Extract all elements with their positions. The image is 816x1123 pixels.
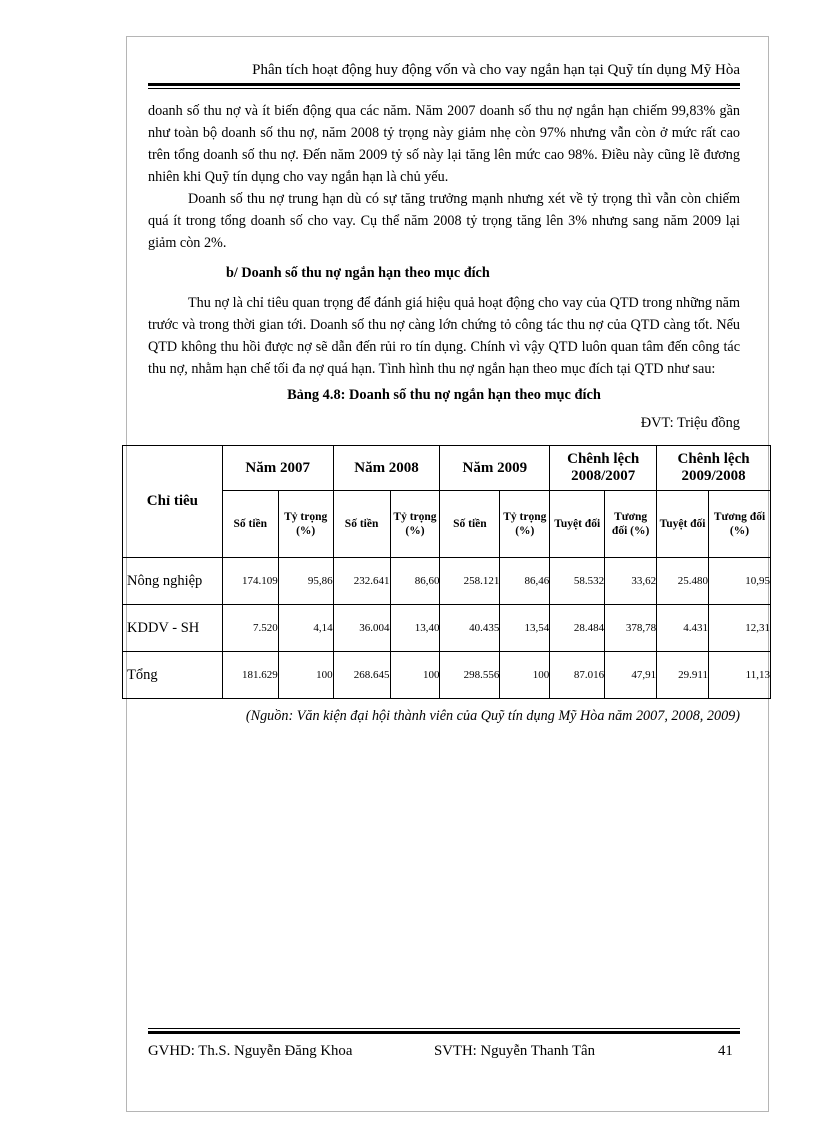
cell: 268.645 [333,652,390,699]
cell: 47,91 [605,652,657,699]
cell: 4,14 [278,605,333,652]
sub-header: Tuyệt đối [657,491,709,558]
cell: 12,31 [709,605,771,652]
table-header-row [123,446,771,491]
table-title: Bảng 4.8: Doanh số thu nợ ngắn hạn theo mục đích [287,387,601,403]
cell: 378,78 [605,605,657,652]
cell: 100 [390,652,440,699]
table-unit: ĐVT: Triệu đồng [640,415,740,431]
cell: 4.431 [657,605,709,652]
sub-header: Tương đối (%) [605,491,657,558]
group-header: Chênh lệch 2009/2008 [657,446,771,491]
data-table [122,445,771,699]
cell: 100 [278,652,333,699]
footer-advisor: GVHD: Th.S. Nguyễn Đăng Khoa [148,1043,353,1059]
paragraph-2: Doanh số thu nợ trung hạn dù có sự tăng trưởng mạnh nhưng xét về tỷ trọng thì vẫn còn chiếm quá ít trong tổng doanh số cho vay. Cụ thể năm 2008 tỷ trọng tăng lên 3% nhưng sang năm 2009 lại giảm còn 2%. [148,191,740,251]
cell: 298.556 [440,652,500,699]
cell: 40.435 [440,605,500,652]
sub-header: Tỷ trọng (%) [500,491,550,558]
cell: 181.629 [222,652,278,699]
footer-rule-thin [148,1028,740,1029]
cell: 28.484 [550,605,605,652]
cell: 174.109 [222,558,278,605]
sub-header: Tỷ trọng (%) [390,491,440,558]
cell: 33,62 [605,558,657,605]
cell: 13,54 [500,605,550,652]
paragraph-3: Thu nợ là chỉ tiêu quan trọng để đánh giá hiệu quả hoạt động cho vay của QTD trong những năm trước và trong thời gian tới. Doanh số thu nợ càng lớn chứng tỏ công tác thu nợ của QTD càng tốt. Nếu QTD không thu hồi được nợ sẽ dẫn đến rủi ro tín dụng. Chính vì vậy QTD luôn quan tâm đến công tác thu nợ, nhằm hạn chế tối đa nợ quá hạn. Tình hình thu nợ ngắn hạn theo mục đích tại QTD như sau: [148,295,740,377]
sub-header: Tỷ trọng (%) [278,491,333,558]
header-rule-thin [148,88,740,89]
page-header: Phân tích hoạt động huy động vốn và cho vay ngắn hạn tại Quỹ tín dụng Mỹ Hòa [252,62,740,78]
sub-header: Tương đối (%) [709,491,771,558]
group-header: Năm 2008 [333,446,440,491]
page-number: 41 [718,1043,733,1059]
cell: 86,46 [500,558,550,605]
group-header: Năm 2009 [440,446,550,491]
sub-header: Tuyệt đối [550,491,605,558]
cell: 87.016 [550,652,605,699]
row-label: Nông nghiệp [123,558,223,605]
cell: 36.004 [333,605,390,652]
cell: 258.121 [440,558,500,605]
criteria-header: Chỉ tiêu [123,446,223,558]
cell: 29.911 [657,652,709,699]
group-header: Chênh lệch 2008/2007 [550,446,657,491]
row-label: Tổng [123,652,223,699]
table-row [123,558,771,605]
table-row [123,652,771,699]
cell: 95,86 [278,558,333,605]
cell: 86,60 [390,558,440,605]
header-rule-thick [148,83,740,86]
table-source: (Nguồn: Văn kiện đại hội thành viên của Quỹ tín dụng Mỹ Hòa năm 2007, 2008, 2009) [245,708,740,724]
footer-rule-thick [148,1031,740,1034]
cell: 13,40 [390,605,440,652]
paragraph-1: doanh số thu nợ và ít biến động qua các năm. Năm 2007 doanh số thu nợ ngắn hạn chiếm 99,83% gần như toàn bộ doanh số thu nợ, năm 2008 tỷ trọng này giảm nhẹ còn 97% nhưng vẫn còn ở mức rất cao trên tổng doanh số thu nợ. Đến năm 2009 tỷ số này lại tăng lên mức cao 98%. Điều này cũng lẽ đương nhiên khi Quỹ tín dụng cho vay ngắn hạn là chủ yếu. [148,103,740,185]
cell: 232.641 [333,558,390,605]
footer-student: SVTH: Nguyễn Thanh Tân [434,1043,595,1059]
cell: 11,13 [709,652,771,699]
cell: 10,95 [709,558,771,605]
row-label: KDDV - SH [123,605,223,652]
sub-header: Số tiền [222,491,278,558]
table-row [123,605,771,652]
body-text [148,100,740,434]
cell: 100 [500,652,550,699]
section-subheading: b/ Doanh số thu nợ ngắn hạn theo mục đích [226,265,490,281]
cell: 58.532 [550,558,605,605]
sub-header: Số tiền [440,491,500,558]
group-header: Năm 2007 [222,446,333,491]
cell: 25.480 [657,558,709,605]
sub-header: Số tiền [333,491,390,558]
cell: 7.520 [222,605,278,652]
